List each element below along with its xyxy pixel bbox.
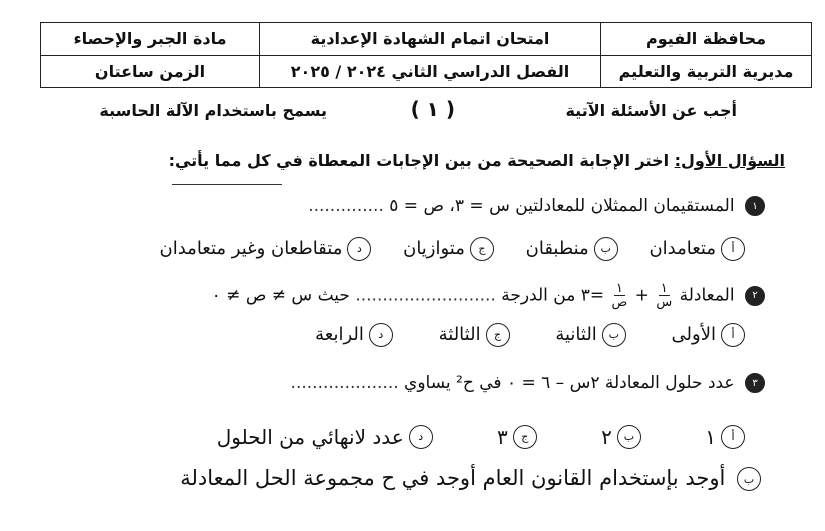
term-label: الفصل الدراسي الثاني ٢٠٢٤ / ٢٠٢٥ <box>290 61 570 81</box>
header-cell-governorate <box>600 23 811 87</box>
option-text: الأولى <box>671 324 716 345</box>
item-3-stem <box>291 373 765 393</box>
exam-title: امتحان اتمام الشهادة الإعدادية <box>260 23 600 56</box>
item-2-stem <box>212 282 765 309</box>
item-2-text-start: المعادلة <box>679 285 735 306</box>
option-text: متعامدان <box>649 238 716 259</box>
item-2-condition: حيث س ≠ ص ≠ ٠ <box>211 285 350 306</box>
item-3-number: ٣ <box>745 373 765 393</box>
option-text: متوازيان <box>403 238 465 259</box>
option-text: الثانية <box>555 324 597 345</box>
part-b-question <box>180 466 761 491</box>
governorate-label: محافظة الفيوم <box>601 23 811 56</box>
item-1-number: ١ <box>745 196 765 216</box>
header-cell-exam <box>259 23 600 87</box>
answer-all-instruction: أجب عن الأسئلة الآتية <box>565 101 737 120</box>
frac-denominator: س <box>656 295 673 310</box>
header-cell-subject <box>41 23 259 87</box>
item-2-option-b[interactable] <box>555 323 626 347</box>
item-2-option-a[interactable] <box>672 323 745 347</box>
item-3-options <box>159 421 745 449</box>
option-letter-a: أ <box>721 237 745 261</box>
frac-denominator: ص <box>611 295 628 310</box>
question-1-prompt: اختر الإجابة الصحيحة من بين الإجابات المعطاة في كل مما يأتي: <box>168 151 670 170</box>
item-1-option-b[interactable] <box>526 237 618 261</box>
part-b-text: أوجد بإستخدام القانون العام أوجد في ح مجموعة الحل المعادلة <box>180 466 726 490</box>
model-number: ( ١ ) <box>410 97 455 121</box>
option-letter-c: ج <box>513 425 537 449</box>
item-2-blank: .......................... <box>355 285 496 306</box>
option-text: الثالثة <box>438 324 481 345</box>
option-text: عدد لانهائي من الحلول <box>216 424 404 449</box>
frac-numerator: ١ <box>615 281 623 296</box>
option-letter-c: ج <box>486 323 510 347</box>
item-1-stem <box>308 196 765 216</box>
item-3-option-b[interactable] <box>601 425 641 449</box>
option-text: ٣ <box>497 424 508 449</box>
item-3-option-c[interactable] <box>497 425 537 449</box>
option-letter-a: أ <box>721 425 745 449</box>
frac-numerator: ١ <box>660 281 668 296</box>
item-1-options <box>134 236 745 261</box>
question-1-label: السؤال الأول: <box>674 151 785 170</box>
calculator-note: يسمح باستخدام الآلة الحاسبة <box>99 101 327 120</box>
item-2-options <box>275 322 745 347</box>
item-2-option-d[interactable] <box>315 323 393 347</box>
item-1-blank: .............. <box>308 196 384 216</box>
item-1-text: المستقيمان الممثلان للمعادلتين س = ٣، ص = ٥ <box>389 196 735 216</box>
option-text: ٢ <box>601 424 612 449</box>
item-1-option-c[interactable] <box>403 237 494 261</box>
item-1-option-a[interactable] <box>649 237 745 261</box>
option-text: الرابعة <box>315 324 364 345</box>
question-1-heading <box>169 151 785 170</box>
item-3-option-d[interactable] <box>217 425 433 449</box>
item-3-text: عدد حلول المعادلة ٢س – ٦ = ٠ في ح² يساوي <box>404 373 735 393</box>
option-letter-b: ب <box>617 425 641 449</box>
option-text: متقاطعان وغير متعامدان <box>159 238 343 259</box>
item-2-option-c[interactable] <box>439 323 510 347</box>
part-b-letter: ب <box>737 467 761 491</box>
item-1-option-d[interactable] <box>160 237 372 261</box>
divider-line <box>172 184 282 185</box>
option-text: منطبقان <box>525 238 589 259</box>
fraction-1-over-s <box>656 282 672 309</box>
option-letter-b: ب <box>602 323 626 347</box>
subject-label: مادة الجبر والإحصاء <box>41 23 259 56</box>
option-letter-d: د <box>369 323 393 347</box>
option-text: ١ <box>705 424 716 449</box>
item-2-number: ٢ <box>745 286 765 306</box>
item-2-text-end: =٣ من الدرجة <box>501 285 605 306</box>
item-3-option-a[interactable] <box>705 425 745 449</box>
option-letter-a: أ <box>721 323 745 347</box>
fraction-1-over-p <box>612 282 628 309</box>
option-letter-c: ج <box>470 237 494 261</box>
option-letter-d: د <box>409 425 433 449</box>
directorate-label: مديرية التربية والتعليم <box>618 61 794 81</box>
time-label: الزمن ساعتان <box>94 61 206 81</box>
option-letter-d: د <box>347 237 371 261</box>
option-letter-b: ب <box>594 237 618 261</box>
plus-sign: + <box>634 285 649 306</box>
item-3-blank: .................... <box>290 373 399 393</box>
exam-header-table <box>40 22 812 88</box>
